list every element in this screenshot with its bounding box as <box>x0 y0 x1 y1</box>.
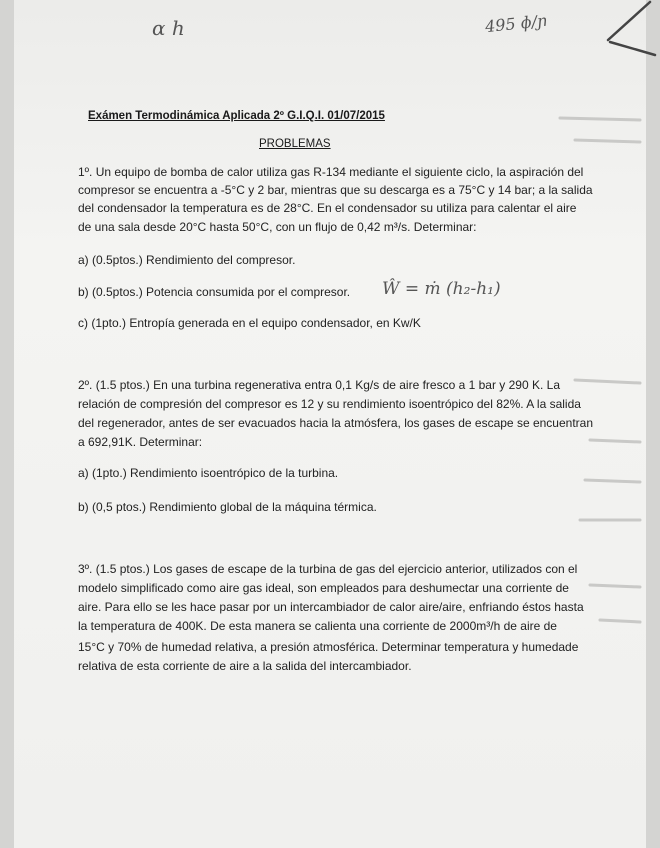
handwritten-top-right-note: 495 ɸ/ɲ <box>484 10 549 37</box>
problem-2-line-1: 2º. (1.5 ptos.) En una turbina regenerativa entra 0,1 Kg/s de aire fresco a 1 bar y 290 K. La <box>78 378 561 392</box>
problem-1-line-2: compresor se encuentra a -5°C y 2 bar, mientras que su descarga es a 75°C y 14 bar; a la salida <box>78 183 593 197</box>
problem-3-line-5: 15°C y 70% de humedad relativa, a presión atmosférica. Determinar temperatura y humedade <box>78 640 579 654</box>
problem-2-part-a: a) (1pto.) Rendimiento isoentrópico de la turbina. <box>78 466 339 480</box>
exam-title: Exámen Termodinámica Aplicada 2º G.I.Q.I. 01/07/2015 <box>88 110 385 122</box>
handwritten-top-marks: ɑ h <box>152 16 185 40</box>
problem-1-part-b: b) (0.5ptos.) Potencia consumida por el compresor. <box>78 285 351 299</box>
handwritten-formula: Ŵ = ṁ (h₂-h₁) <box>382 279 501 299</box>
problem-3-line-1: 3º. (1.5 ptos.) Los gases de escape de la turbina de gas del ejercicio anterior, utilizados con el <box>78 562 578 576</box>
problem-2-line-4: a 692,91K. Determinar: <box>78 435 203 449</box>
problem-3-line-6: relativa de esta corriente de aire a la salida del intercambiador. <box>78 659 412 673</box>
problem-2-part-b: b) (0,5 ptos.) Rendimiento global de la máquina térmica. <box>78 500 377 514</box>
problem-1-part-a: a) (0.5ptos.) Rendimiento del compresor. <box>78 253 296 267</box>
problem-1-line-1: 1º. Un equipo de bomba de calor utiliza gas R-134 mediante el siguiente ciclo, la aspiración del <box>78 165 584 179</box>
problem-2-line-2: relación de compresión del compresor es 12 y su rendimiento isoentrópico del 82%. A la salida <box>78 397 581 411</box>
section-heading: PROBLEMAS <box>259 138 331 150</box>
problem-3-line-2: modelo simplificado como aire gas ideal, son empleados para deshumectar una corriente de <box>78 581 569 595</box>
problem-2-line-3: del regenerador, antes de ser evacuados hacia la atmósfera, los gases de escape se encuentran <box>78 416 593 430</box>
problem-1-part-c: c) (1pto.) Entropía generada en el equipo condensador, en Kw/K <box>78 316 421 330</box>
problem-3-line-3: aire. Para ello se les hace pasar por un intercambiador de calor aire/aire, enfriando éstos hasta <box>78 600 584 614</box>
problem-3-line-4: la temperatura de 400K. De esta manera se calienta una corriente de 2000m³/h de aire de <box>78 619 557 633</box>
problem-1-line-3: del condensador la temperatura es de 28°C. En el condensador su utiliza para calentar el aire <box>78 201 577 215</box>
problem-1-line-4: de una sala desde 20°C hasta 50°C, con un flujo de 0,42 m³/s. Determinar: <box>78 220 477 234</box>
